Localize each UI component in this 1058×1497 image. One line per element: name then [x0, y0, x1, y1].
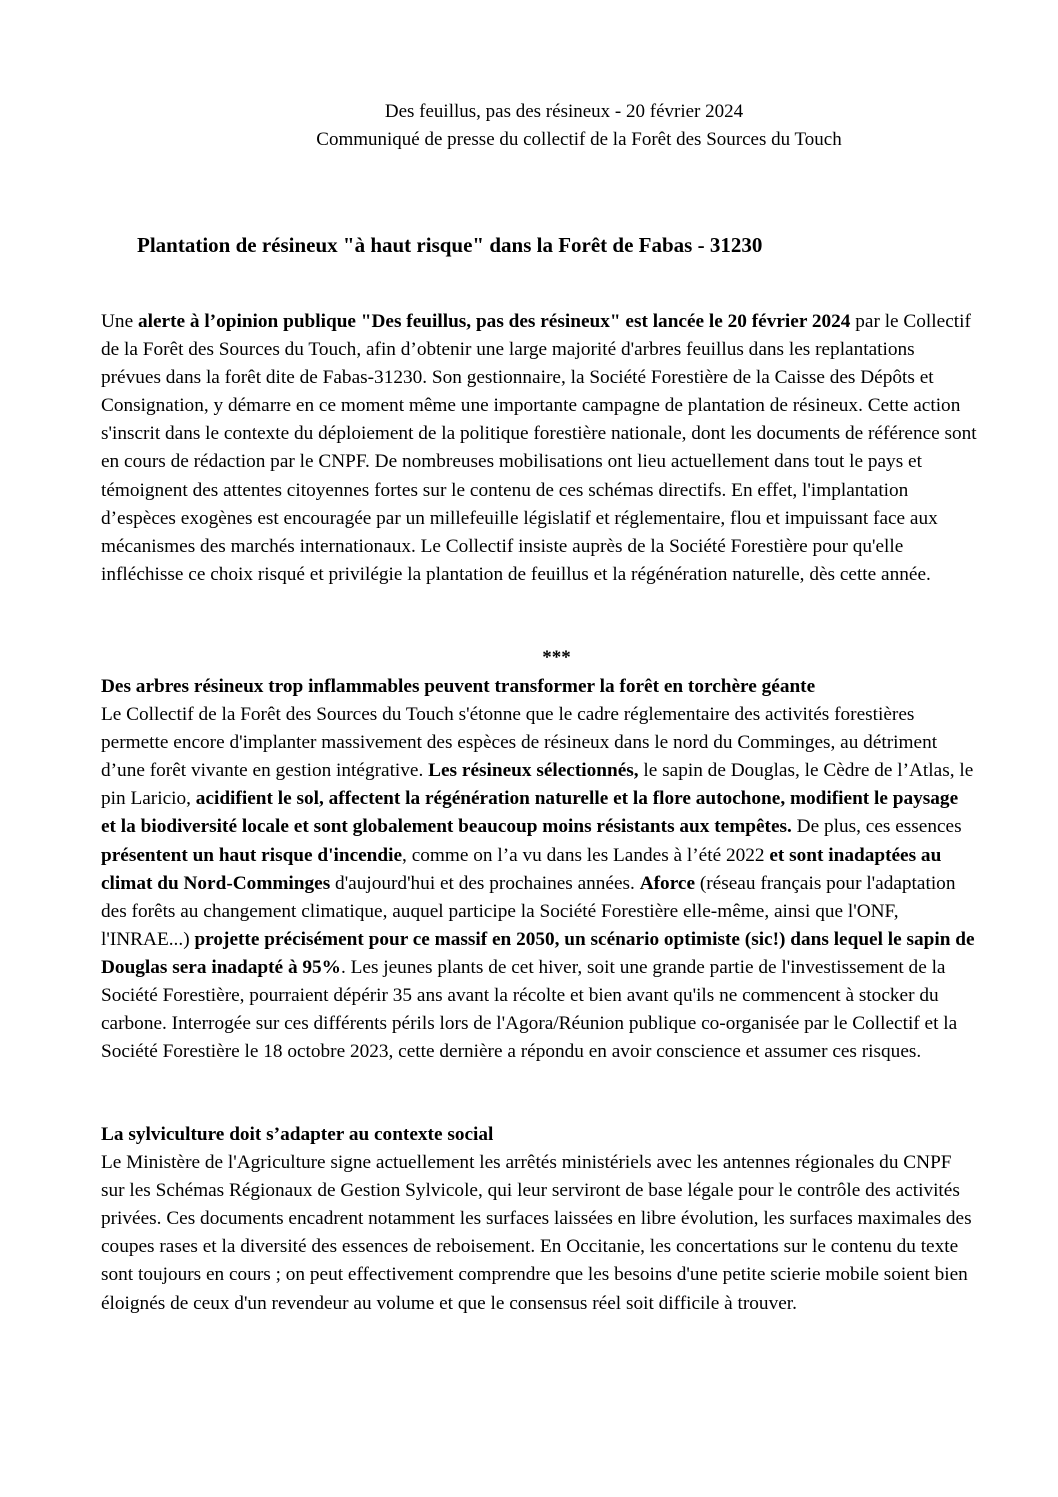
section-separator: *** — [542, 647, 571, 668]
section-text: (réseau français pour l'adaptation des forêts au changement climatique, auquel participe la Société Forestière elle-même, ainsi que l'ONF, l'INRAE...) — [101, 872, 956, 950]
section-text: De plus, ces essences — [791, 816, 962, 838]
header-source: Communiqué de presse du collectif de la Forêt des Sources du Touch — [316, 129, 842, 150]
section-text: d'aujourd'hui et des prochaines années. — [330, 872, 640, 894]
section-heading: La sylviculture doit s’adapter au contexte social — [101, 1124, 494, 1145]
section-bold-text: projette précisément pour ce massif en 2050, un scénario optimiste (sic!) dans lequel le sapin de Douglas sera inadapté à 95% — [101, 928, 975, 978]
intro-paragraph — [101, 308, 977, 589]
press-header — [0, 98, 1058, 154]
section-heading: Des arbres résineux trop inflammables peuvent transformer la forêt en torchère géante — [101, 676, 816, 697]
section-resineux — [101, 673, 977, 1066]
header-subtitle: Des feuillus, pas des résineux - 20 février 2024 — [384, 101, 744, 122]
section-text: Le Ministère de l'Agriculture signe actuellement les arrêtés ministériels avec les antennes régionales du CNPF sur les Schémas Régionaux de Gestion Sylvicole, qui leur serviront de base légale pour le contrôle des activités privées. Ces documents encadrent notamment les surfaces laissées en libre évolution, les surfaces maximales des coupes rases et la diversité des essences de reboisement. En Occitanie, les concertations sur le contenu du texte sont toujours en cours ; on peut effectivement comprendre que les besoins d'une petite scierie mobile soient bien éloignés de ceux d'un revendeur au volume et que le consensus réel soit difficile à trouver. — [101, 1152, 972, 1314]
intro-text: Une — [101, 311, 138, 332]
section-bold-text: présentent un haut risque d'incendie — [101, 844, 403, 866]
section-text: . Les jeunes plants de cet hiver, soit une grande partie de l'investissement de la Société Forestière, pourraient dépérir 35 ans avant la récolte et bien avant qu'ils ne commencent à stocker du carbone. Interrogée sur ces différents périls lors de l'Agora/Réunion publique co-organisée par le Collectif et la Société Forestière le 18 octobre 2023, cette dernière a répondu en avoir conscience et assumer ces risques. — [101, 956, 958, 1063]
section-bold-text: et sont inadaptées au climat du Nord-Comminges — [101, 844, 942, 894]
section-text: , comme on l’a vu dans les Landes à l’été 2022 — [402, 844, 770, 866]
section-bold-text: acidifient le sol, affectent la régénération naturelle et la flore autochone, modifient le paysage et la biodiversité locale et sont globalement beaucoup moins résistants aux tempêtes. — [101, 788, 959, 838]
intro-text: par le Collectif de la Forêt des Sources du Touch, afin d’obtenir une large majorité d'arbres feuillus dans les replantations prévues dans la forêt dite de Fabas-31230. Son gestionnaire, la Société Forestière de la Caisse des Dépôts et Consignation, y démarre en ce moment même une importante campagne de plantation de résineux. Cette action s'inscrit dans le contexte du déploiement de la politique forestière nationale, dont les documents de référence sont en cours de rédaction par le CNPF. De nombreuses mobilisations ont lieu actuellement dans tout le pays et témoignent des attentes citoyennes fortes sur le contenu de ces schémas directifs. En effet, l'implantation d’espèces exogènes est encouragée par un millefeuille législatif et réglementaire, flou et impuissant face aux mécanismes des marchés internationaux. Le Collectif insiste auprès de la Société Forestière pour qu'elle infléchisse ce choix risqué et privilégie la plantation de feuillus et la régénération naturelle, dès cette année. — [101, 311, 977, 585]
section-bold-text: Les résineux sélectionnés, — [428, 760, 639, 782]
section-sylviculture — [101, 1121, 977, 1318]
page-title: Plantation de résineux "à haut risque" dans la Forêt de Fabas - 31230 — [137, 233, 763, 257]
section-bold-text: Aforce — [639, 872, 696, 894]
section-text: le sapin de Douglas, le Cèdre de l’Atlas, le pin Laricio, — [101, 760, 974, 810]
intro-bold-alert: alerte à l’opinion publique "Des feuillus, pas des résineux" est lancée le 20 février 2024 — [137, 311, 851, 332]
section-text: Le Collectif de la Forêt des Sources du Touch s'étonne que le cadre réglementaire des activités forestières permette encore d'implanter massivement des espèces de résineux dans le nord du Comminges, au détriment d’une forêt vivante en gestion intégrative. — [101, 704, 938, 782]
